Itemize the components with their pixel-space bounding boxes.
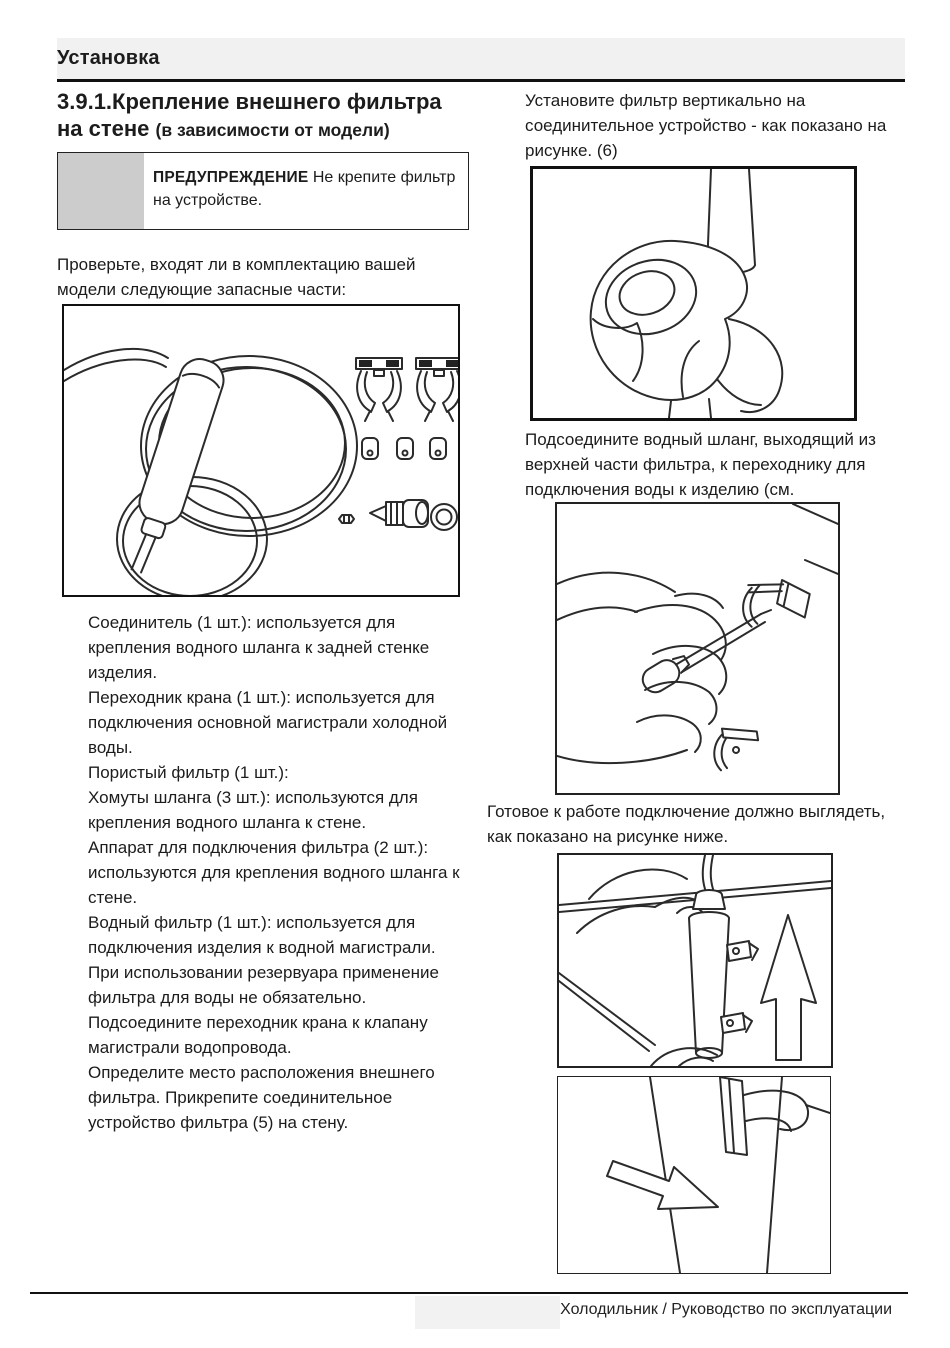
chapter-title (57, 88, 469, 144)
parts-list (88, 610, 463, 1135)
left-column (57, 88, 469, 1135)
parts-list-item: Хомуты шланга (3 шт.): используются для крепления водного шланга к стене. (88, 788, 418, 832)
parts-list-item: Пористый фильтр (1 шт.): (88, 763, 289, 782)
hose-clamp-icon (416, 358, 458, 421)
hose-clamp-icon (356, 358, 402, 421)
page-header (57, 38, 905, 82)
filter-mount-figure (557, 853, 833, 1068)
footer-rule (30, 1292, 908, 1294)
warning-swatch (58, 153, 144, 229)
parts-list-item: Соединитель (1 шт.): используется для крепления водного шланга к задней стенке изделия. (88, 613, 430, 682)
clamp-install-illustration (557, 504, 838, 793)
direction-arrow-icon (607, 1161, 718, 1209)
chapter-title-line2: на стене (57, 116, 150, 141)
ready-connection-paragraph: Готовое к работе подключение должно выглядеть, как показано на рисунке ниже. (487, 802, 886, 846)
warning-box (57, 152, 469, 230)
parts-kit-figure (62, 304, 460, 597)
right-column (487, 88, 905, 1274)
warning-label: ПРЕДУПРЕЖДЕНИЕ (153, 169, 309, 186)
chapter-title-line1: 3.9.1.Крепление внешнего фильтра (57, 89, 442, 114)
parts-list-item: Переходник крана (1 шт.): используется для подключения основной магистрали холодной воды. (88, 688, 448, 757)
up-arrow-icon (761, 915, 816, 1060)
footer-placeholder-block (415, 1296, 560, 1329)
chapter-title-note: (в зависимости от модели) (155, 120, 390, 140)
filter-connector-illustration (533, 169, 854, 418)
footer-text: Холодильник / Руководство по эксплуатации (560, 1301, 892, 1318)
parts-kit-illustration (64, 306, 458, 595)
parts-list-item: Водный фильтр (1 шт.): используется для подключения изделия к водной магистрали. При использовании резервуара применение фильтра для воды не обязательно. (88, 913, 439, 1007)
install-vertical-paragraph: Установите фильтр вертикально на соединительное устройство - как показано на рисунке. (6) (525, 91, 887, 160)
parts-list-item: Подсоедините переходник крана к клапану магистрали водопровода. (88, 1013, 428, 1057)
filter-mount-illustration (559, 855, 831, 1066)
clamp-install-figure (555, 502, 840, 795)
parts-list-item: Определите место расположения внешнего фильтра. Прикрепите соединительное устройство фильтра (5) на стену. (88, 1063, 435, 1132)
warning-text: Не крепите фильтр на устройстве. (153, 169, 456, 209)
filter-direction-illustration (558, 1077, 830, 1273)
intro-paragraph: Проверьте, входят ли в комплектацию вашей модели следующие запасные части: (57, 255, 416, 299)
section-title: Установка (57, 47, 160, 69)
filter-connector-figure (530, 166, 857, 421)
connect-hose-paragraph: Подсоедините водный шланг, выходящий из верхней части фильтра, к переходнику для подключения воды к изделию (см. (525, 430, 876, 499)
parts-list-item: Аппарат для подключения фильтра (2 шт.): используются для крепления водного шланга к стене. (88, 838, 460, 907)
warning-text-block (144, 153, 468, 229)
filter-direction-figure (557, 1076, 831, 1274)
